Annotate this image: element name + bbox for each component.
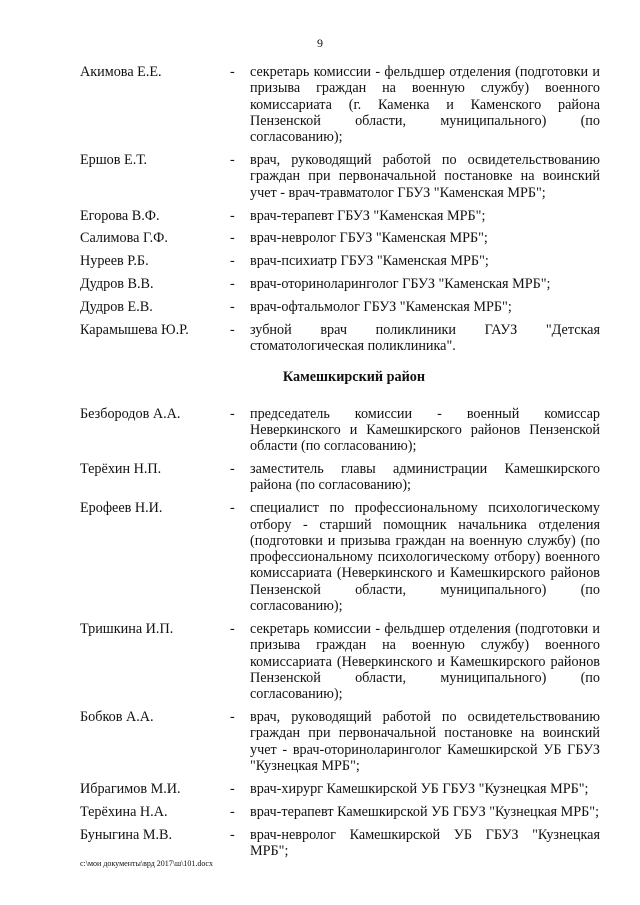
member-role: врач-психиатр ГБУЗ "Каменская МРБ";: [250, 253, 489, 270]
dash: -: [230, 500, 235, 517]
list-item: [80, 827, 600, 860]
group-kamenka: [80, 64, 600, 355]
list-item: [80, 781, 600, 797]
list-item: [80, 230, 600, 246]
member-role: секретарь комиссии - фельдшер отделения (подготовки и призыва граждан на военную службу) военного комиссариата (г. Каменка и Каменского района Пензенской области, муниципального) (по согласованию);: [250, 64, 600, 146]
dash: -: [230, 64, 235, 80]
member-role: врач-невролог Камешкирской УБ ГБУЗ "Кузнецкая МРБ";: [250, 826, 600, 859]
list-item: [80, 621, 600, 702]
list-item: [80, 804, 600, 820]
member-name: Нуреев Р.Б.: [80, 253, 149, 270]
member-name: Терёхина Н.А.: [80, 803, 168, 820]
dash: -: [230, 620, 235, 637]
list-item: [80, 276, 600, 292]
document-body: [80, 64, 600, 866]
dash: -: [230, 253, 235, 270]
member-name: Салимова Г.Ф.: [80, 230, 168, 247]
member-name: Тришкина И.П.: [80, 620, 174, 637]
list-item: [80, 253, 600, 269]
dash: -: [230, 780, 235, 797]
list-item: [80, 709, 600, 774]
section-heading: Камешкирский район: [282, 368, 426, 385]
dash: -: [230, 276, 235, 293]
member-role: заместитель главы администрации Камешкирского района (по согласованию);: [250, 461, 600, 494]
dash: -: [230, 299, 235, 316]
member-name: Ибрагимов М.И.: [80, 780, 181, 797]
list-item: [80, 152, 600, 201]
list-item: [80, 299, 600, 315]
dash: -: [230, 152, 235, 169]
member-role: врач-офтальмолог ГБУЗ "Каменская МРБ";: [250, 299, 512, 316]
member-role: врач-оториноларинголог ГБУЗ "Каменская МРБ";: [250, 276, 551, 293]
member-name: Акимова Е.Е.: [80, 64, 162, 80]
member-role: председатель комиссии - военный комиссар Неверкинского и Камешкирского районов Пензенской области (по согласованию);: [250, 405, 600, 455]
member-name: Дудров Е.В.: [80, 299, 153, 316]
group-kameshkir: [80, 406, 600, 860]
member-name: Егорова В.Ф.: [80, 207, 160, 224]
footer-file-path: c:\мои документы\врд 2017\ш\101.docx: [80, 859, 213, 868]
dash: -: [230, 207, 235, 224]
member-name: Карамышева Ю.Р.: [80, 322, 189, 339]
page-number: 9: [317, 36, 323, 50]
dash: -: [230, 322, 235, 339]
dash: -: [230, 709, 235, 726]
dash: -: [230, 803, 235, 820]
dash: -: [230, 826, 235, 843]
member-name: Бобков А.А.: [80, 709, 154, 726]
member-name: Дудров В.В.: [80, 276, 154, 293]
member-role: специалист по профессиональному психологическому отбору - старший помощник начальника отделения (подготовки и призыва граждан на военную службу) (по профессиональному психологическому отбору) военного комиссариата (Неверкинского и Камешкирского районов Пензенской области, муниципального) (по согласованию);: [250, 500, 600, 615]
dash: -: [230, 230, 235, 247]
list-item: [80, 322, 600, 355]
member-name: Терёхин Н.П.: [80, 461, 162, 478]
member-role: врач-невролог ГБУЗ "Каменская МРБ";: [250, 230, 488, 247]
list-item: [80, 64, 600, 145]
member-name: Буныгина М.В.: [80, 826, 173, 843]
dash: -: [230, 405, 235, 422]
list-item: [80, 461, 600, 494]
member-role: зубной врач поликлиники ГАУЗ "Детская стоматологическая поликлиника".: [250, 322, 600, 355]
dash: -: [230, 461, 235, 478]
member-role: врач-терапевт Камешкирской УБ ГБУЗ "Кузнецкая МРБ";: [250, 803, 600, 820]
member-role: врач, руководящий работой по освидетельствованию граждан при первоначальной постановке на воинский учет - врач-оториноларинголог Камешкирской УБ ГБУЗ "Кузнецкая МРБ";: [250, 709, 600, 774]
member-role: врач-терапевт ГБУЗ "Каменская МРБ";: [250, 207, 486, 224]
list-item: [80, 406, 600, 455]
member-name: Ершов Е.Т.: [80, 152, 148, 169]
member-role: секретарь комиссии - фельдшер отделения (подготовки и призыва граждан на военную службу) военного комиссариата (Неверкинского и Камешкирского районов Пензенской области, муниципального) (по согласованию);: [250, 620, 600, 703]
list-item: [80, 500, 600, 614]
member-name: Ерофеев Н.И.: [80, 500, 163, 517]
member-role: врач, руководящий работой по освидетельствованию граждан при первоначальной постановке на воинский учет - врач-травматолог ГБУЗ "Каменская МРБ";: [250, 152, 600, 201]
member-role: врач-хирург Камешкирской УБ ГБУЗ "Кузнецкая МРБ";: [250, 780, 589, 797]
member-name: Безбородов А.А.: [80, 405, 181, 422]
list-item: [80, 208, 600, 224]
